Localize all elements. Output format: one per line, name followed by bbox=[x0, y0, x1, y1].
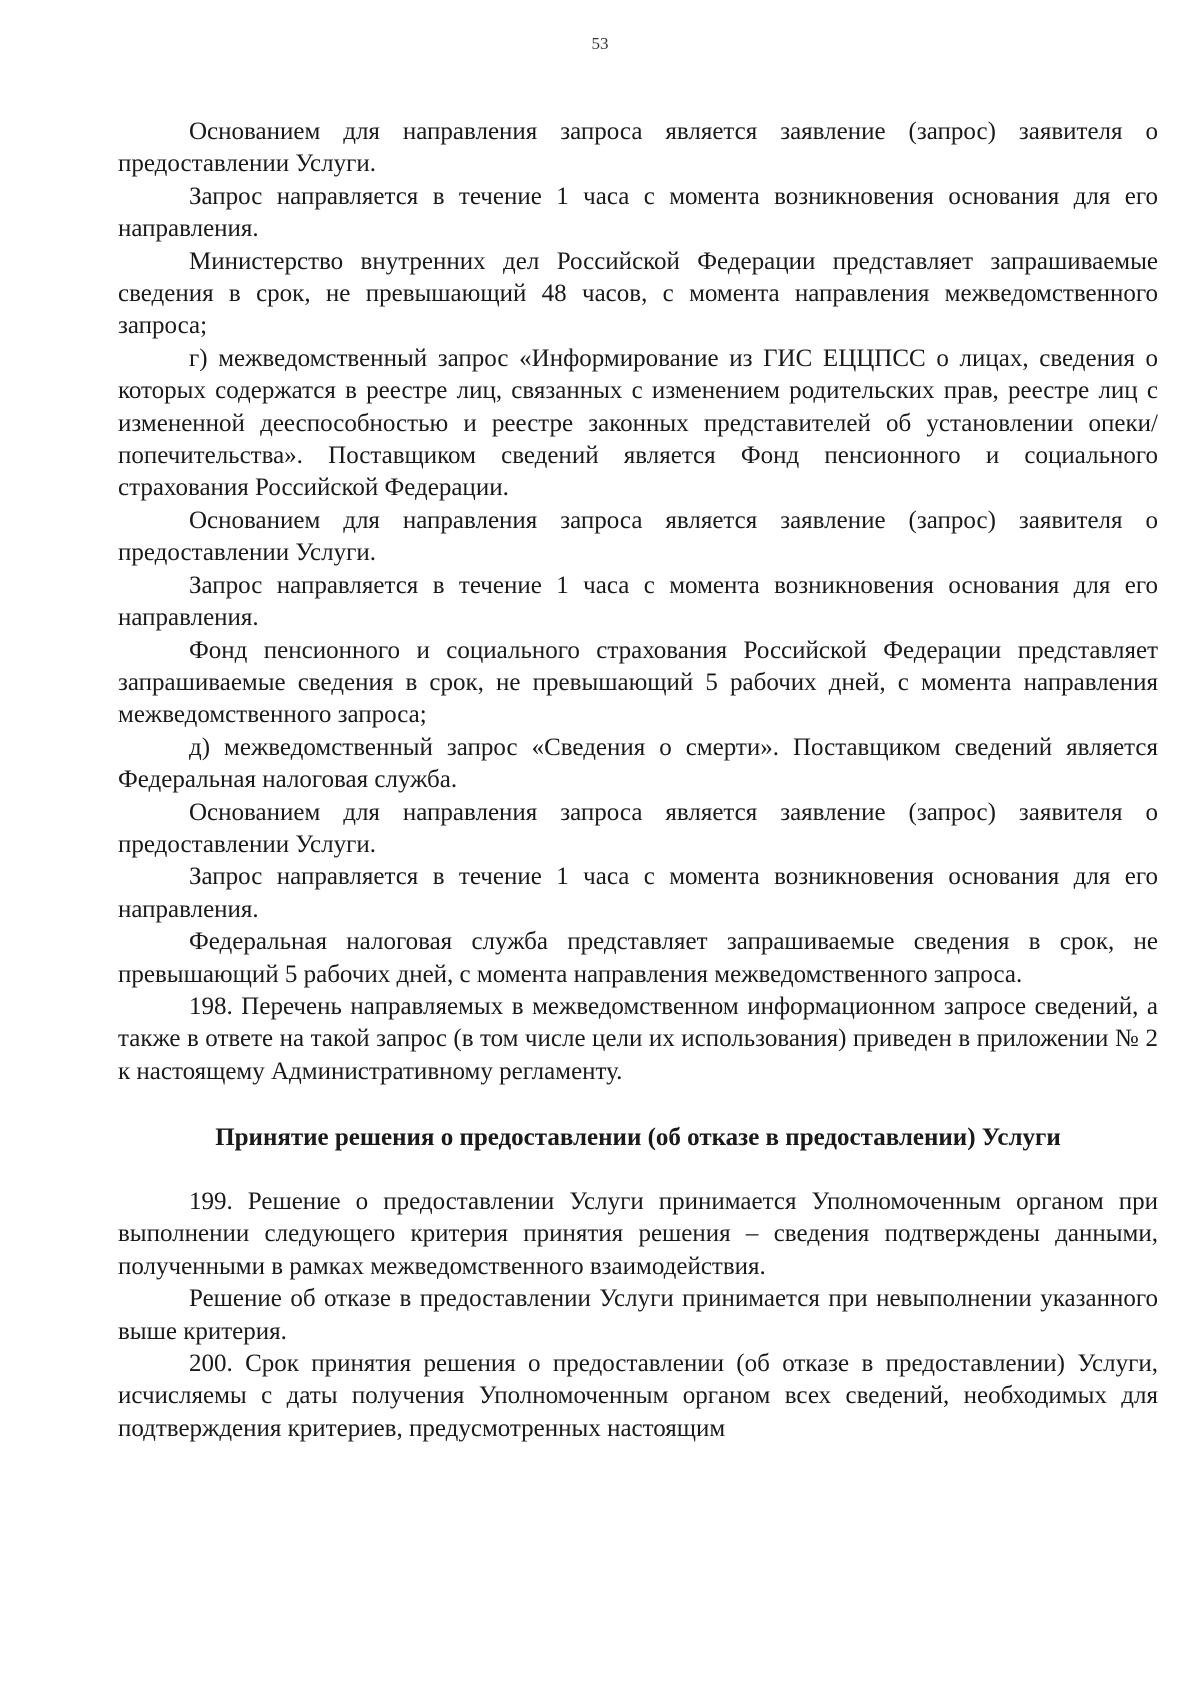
paragraph: 200. Срок принятия решения о предоставлении (об отказе в предоставлении) Услуги, исчисляемы с даты получения Уполномоченным органом всех сведений, необходимых для подтверждения критериев, предусмотренных настоящим bbox=[118, 1350, 1158, 1442]
section-heading: Принятие решения о предоставлении (об отказе в предоставлении) Услуги bbox=[215, 1124, 1061, 1151]
paragraph: Федеральная налоговая служба представляет запрашиваемые сведения в срок, не превышающий 5 рабочих дней, с момента направления межведомственного запроса. bbox=[118, 928, 1158, 988]
paragraph: Запрос направляется в течение 1 часа с момента возникновения основания для его направления. bbox=[118, 182, 1158, 243]
paragraph: 198. Перечень направляемых в межведомственном информационном запросе сведений, а также в ответе на такой запрос (в том числе цели их использования) приведен в приложении № 2 к настоящему Административному регламенту. bbox=[118, 992, 1158, 1085]
paragraph: Основанием для направления запроса является заявление (запрос) заявителя о предоставлении Услуги. bbox=[118, 506, 1158, 567]
paragraph: д) межведомственный запрос «Сведения о смерти». Поставщиком сведений является Федеральная налоговая служба. bbox=[118, 733, 1158, 794]
paragraph: Запрос направляется в течение 1 часа с момента возникновения основания для его направления. bbox=[118, 863, 1158, 923]
paragraph: г) межведомственный запрос «Информирование из ГИС ЕЦЦПСС о лицах, сведения о которых содержатся в реестре лиц, связанных с изменением родительских прав, реестре лиц с измененной дееспособностью и реестре законных представителей об установлении опеки/попечительства». Поставщиком сведений является Фонд пенсионного и социального страхования Российской Федерации. bbox=[118, 344, 1158, 502]
paragraph: Основанием для направления запроса является заявление (запрос) заявителя о предоставлении Услуги. bbox=[118, 798, 1158, 858]
paragraph: Министерство внутренних дел Российской Федерации представляет запрашиваемые сведения в срок, не превышающий 48 часов, с момента направления межведомственного запроса; bbox=[118, 247, 1158, 340]
paragraph: Решение об отказе в предоставлении Услуги принимается при невыполнении указанного выше критерия. bbox=[118, 1285, 1158, 1345]
page-number: 53 bbox=[591, 34, 609, 53]
paragraph: Основанием для направления запроса является заявление (запрос) заявителя о предоставлении Услуги. bbox=[118, 118, 1158, 178]
body-text-top bbox=[118, 116, 1158, 1088]
paragraph: Фонд пенсионного и социального страхования Российской Федерации представляет запрашиваемые сведения в срок, не превышающий 5 рабочих дней, с момента направления межведомственного запроса; bbox=[118, 636, 1158, 729]
paragraph: 199. Решение о предоставлении Услуги принимается Уполномоченным органом при выполнении следующего критерия принятия решения – сведения подтверждены данными, полученными в рамках межведомственного взаимодействия. bbox=[118, 1188, 1158, 1280]
paragraph: Запрос направляется в течение 1 часа с момента возникновения основания для его направления. bbox=[118, 571, 1158, 632]
body-text-bottom bbox=[118, 1186, 1158, 1445]
